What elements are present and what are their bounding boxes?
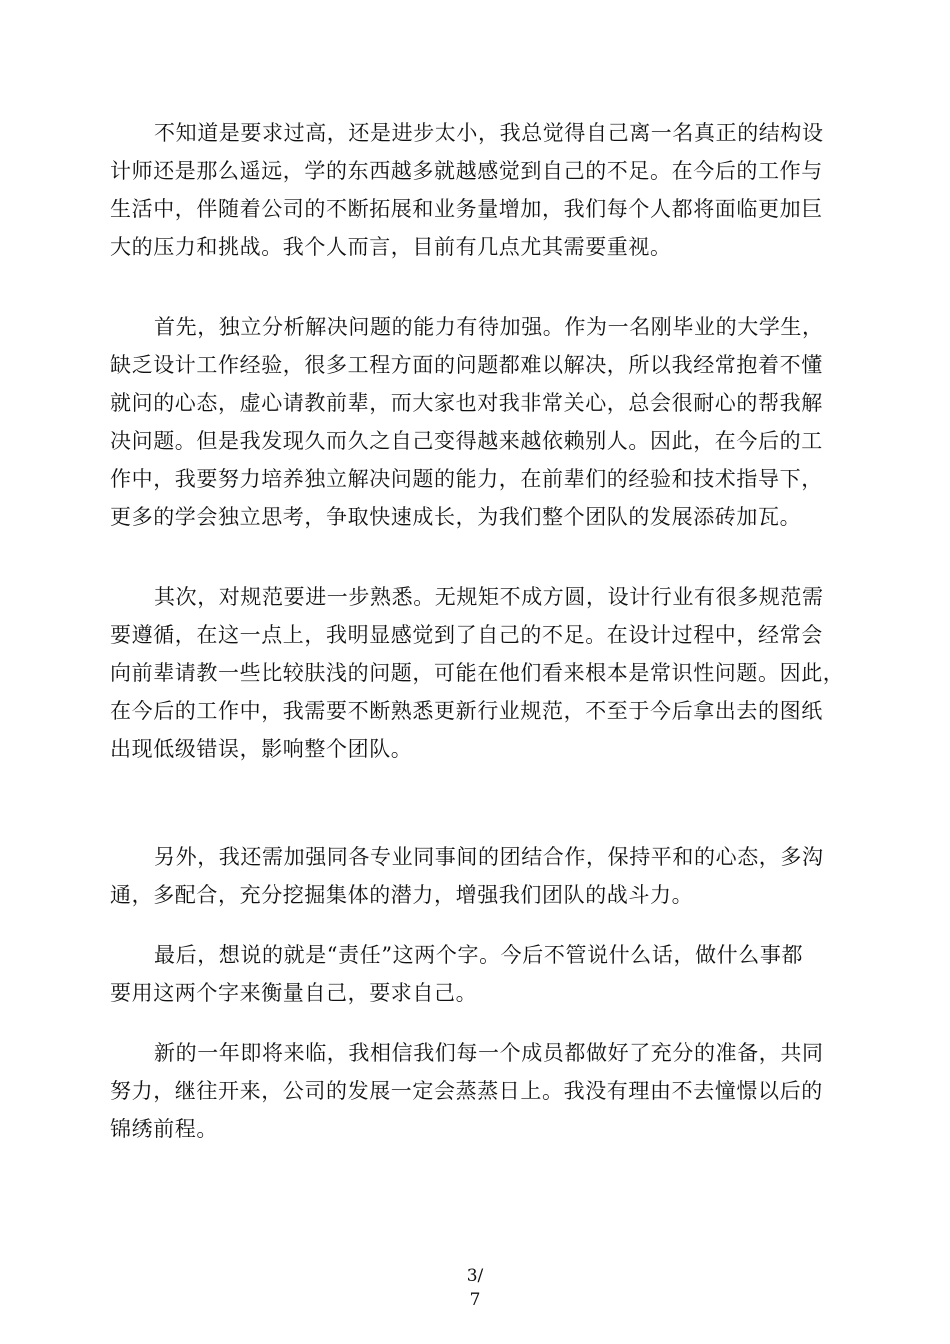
page-number-current: 3/ — [466, 1266, 484, 1286]
paragraph-line: 要用这两个字来衡量自己，要求自己。 — [110, 981, 478, 1005]
paragraph-line: 更多的学会独立思考，争取快速成长，为我们整个团队的发展添砖加瓦。 — [110, 505, 802, 529]
paragraph-3 — [110, 578, 845, 768]
paragraph-line: 缺乏设计工作经验，很多工程方面的问题都难以解决，所以我经常抱着不懂 — [110, 353, 823, 377]
paragraph-2 — [110, 308, 840, 536]
paragraph-line: 要遵循，在这一点上，我明显感觉到了自己的不足。在设计过程中，经常会 — [110, 623, 823, 647]
paragraph-line: 锦绣前程。 — [110, 1117, 218, 1141]
paragraph-line: 在今后的工作中，我需要不断熟悉更新行业规范，不至于今后拿出去的图纸 — [110, 699, 823, 723]
paragraph-line: 另外，我还需加强同各专业同事间的团结合作，保持平和的心态，多沟 — [154, 845, 824, 869]
paragraph-line: 出现低级错误，影响整个团队。 — [110, 737, 413, 761]
paragraph-line: 新的一年即将来临，我相信我们每一个成员都做好了充分的准备，共同 — [154, 1041, 824, 1065]
paragraph-line: 不知道是要求过高，还是进步太小，我总觉得自己离一名真正的结构设 — [154, 121, 824, 145]
paragraph-1 — [110, 114, 840, 266]
paragraph-line: 生活中，伴随着公司的不断拓展和业务量增加，我们每个人都将面临更加巨 — [110, 197, 823, 221]
paragraph-line: 大的压力和挑战。我个人而言，目前有几点尤其需要重视。 — [110, 235, 672, 259]
paragraph-line: 计师还是那么遥远，学的东西越多就越感觉到自己的不足。在今后的工作与 — [110, 159, 823, 183]
paragraph-line: 通，多配合，充分挖掘集体的潜力，增强我们团队的战斗力。 — [110, 883, 694, 907]
page-number — [0, 1264, 950, 1312]
paragraph-5 — [110, 936, 840, 1012]
paragraph-line: 最后，想说的就是“责任”这两个字。今后不管说什么话，做什么事都 — [154, 943, 804, 967]
paragraph-line: 决问题。但是我发现久而久之自己变得越来越依赖别人。因此，在今后的工 — [110, 429, 823, 453]
paragraph-line: 其次，对规范要进一步熟悉。无规矩不成方圆，设计行业有很多规范需 — [154, 585, 824, 609]
paragraph-line: 首先，独立分析解决问题的能力有待加强。作为一名刚毕业的大学生， — [154, 315, 824, 339]
paragraph-line: 向前辈请教一些比较肤浅的问题，可能在他们看来根本是常识性问题。因此， — [110, 661, 845, 685]
paragraph-4 — [110, 838, 840, 914]
paragraph-line: 作中，我要努力培养独立解决问题的能力，在前辈们的经验和技术指导下， — [110, 467, 823, 491]
paragraph-6 — [110, 1034, 840, 1148]
paragraph-line: 就问的心态，虚心请教前辈，而大家也对我非常关心，总会很耐心的帮我解 — [110, 391, 823, 415]
page-number-total: 7 — [469, 1290, 481, 1310]
paragraph-line: 努力，继往开来，公司的发展一定会蒸蒸日上。我没有理由不去憧憬以后的 — [110, 1079, 823, 1103]
